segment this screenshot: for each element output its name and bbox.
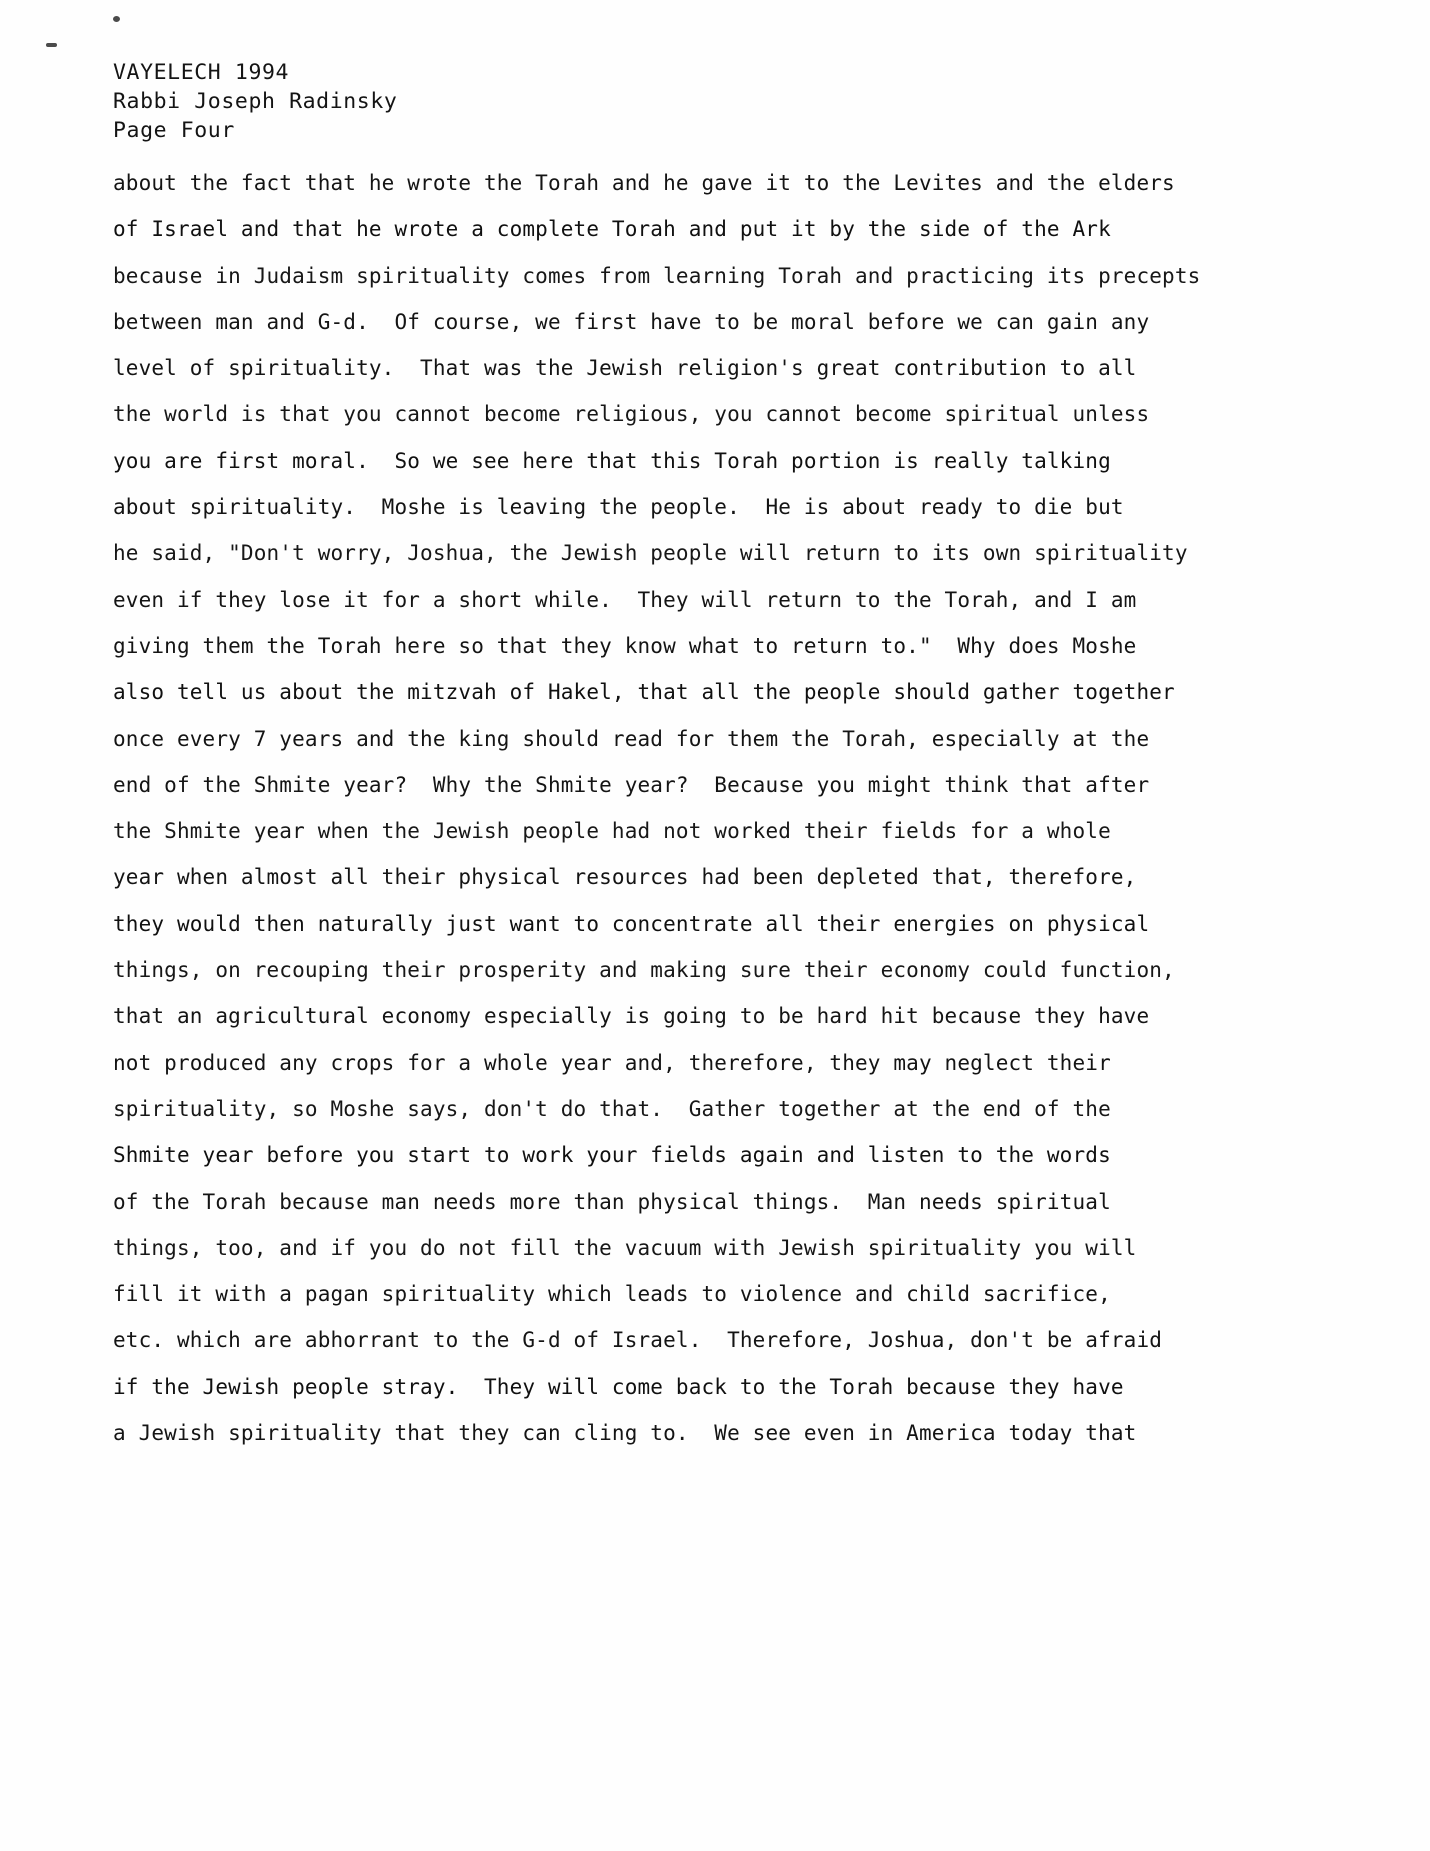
body-line: even if they lose it for a short while. They will return to the Torah, and I am xyxy=(113,587,1137,612)
header-author: Rabbi Joseph Radinsky xyxy=(113,89,398,114)
header-page-number: Page Four xyxy=(113,118,235,143)
body-line: about spirituality. Moshe is leaving the people. He is about ready to die but xyxy=(113,495,1124,520)
body-line: things, too, and if you do not fill the vacuum with Jewish spirituality you will xyxy=(113,1235,1137,1260)
body-line: the world is that you cannot become religious, you cannot become spiritual unless xyxy=(113,402,1150,427)
body-line: end of the Shmite year? Why the Shmite year? Because you might think that after xyxy=(113,772,1150,797)
body-line: you are first moral. So we see here that this Torah portion is really talking xyxy=(113,448,1111,473)
body-line: level of spirituality. That was the Jewish religion's great contribution to all xyxy=(113,356,1137,381)
body-line: a Jewish spirituality that they can cling to. We see even in America today that xyxy=(113,1421,1137,1446)
body-line: Shmite year before you start to work your fields again and listen to the words xyxy=(113,1143,1111,1168)
body-line: also tell us about the mitzvah of Hakel, that all the people should gather together xyxy=(113,680,1175,705)
body-line: they would then naturally just want to concentrate all their energies on physical xyxy=(113,911,1150,936)
body-line: of the Torah because man needs more than physical things. Man needs spiritual xyxy=(113,1189,1111,1214)
body-line: once every 7 years and the king should read for them the Torah, especially at the xyxy=(113,726,1150,751)
document-body xyxy=(113,160,1343,1456)
body-line: between man and G-d. Of course, we first have to be moral before we can gain any xyxy=(113,309,1150,334)
header-title: VAYELECH 1994 xyxy=(113,60,290,85)
body-line: about the fact that he wrote the Torah and he gave it to the Levites and the elders xyxy=(113,171,1175,195)
body-line: year when almost all their physical resources had been depleted that, therefore, xyxy=(113,865,1137,890)
scan-artifact-dot-icon xyxy=(113,16,120,22)
body-line: he said, "Don't worry, Joshua, the Jewish people will return to its own spirituality xyxy=(113,541,1188,566)
body-line: if the Jewish people stray. They will come back to the Torah because they have xyxy=(113,1374,1124,1399)
body-line: of Israel and that he wrote a complete Torah and put it by the side of the Ark xyxy=(113,217,1111,242)
body-line: not produced any crops for a whole year and, therefore, they may neglect their xyxy=(113,1050,1111,1075)
body-line: giving them the Torah here so that they know what to return to." Why does Moshe xyxy=(113,633,1137,658)
body-line: etc. which are abhorrant to the G-d of Israel. Therefore, Joshua, don't be afraid xyxy=(113,1328,1163,1353)
body-line: things, on recouping their prosperity and making sure their economy could function, xyxy=(113,958,1175,983)
body-line: fill it with a pagan spirituality which leads to violence and child sacrifice, xyxy=(113,1282,1111,1307)
scan-artifact-dash-icon xyxy=(46,43,57,47)
body-line: that an agricultural economy especially is going to be hard hit because they have xyxy=(113,1004,1150,1029)
document-header xyxy=(113,58,397,145)
body-line: spirituality, so Moshe says, don't do that. Gather together at the end of the xyxy=(113,1096,1111,1121)
body-line: because in Judaism spirituality comes from learning Torah and practicing its precepts xyxy=(113,263,1201,288)
body-line: the Shmite year when the Jewish people had not worked their fields for a whole xyxy=(113,819,1111,844)
